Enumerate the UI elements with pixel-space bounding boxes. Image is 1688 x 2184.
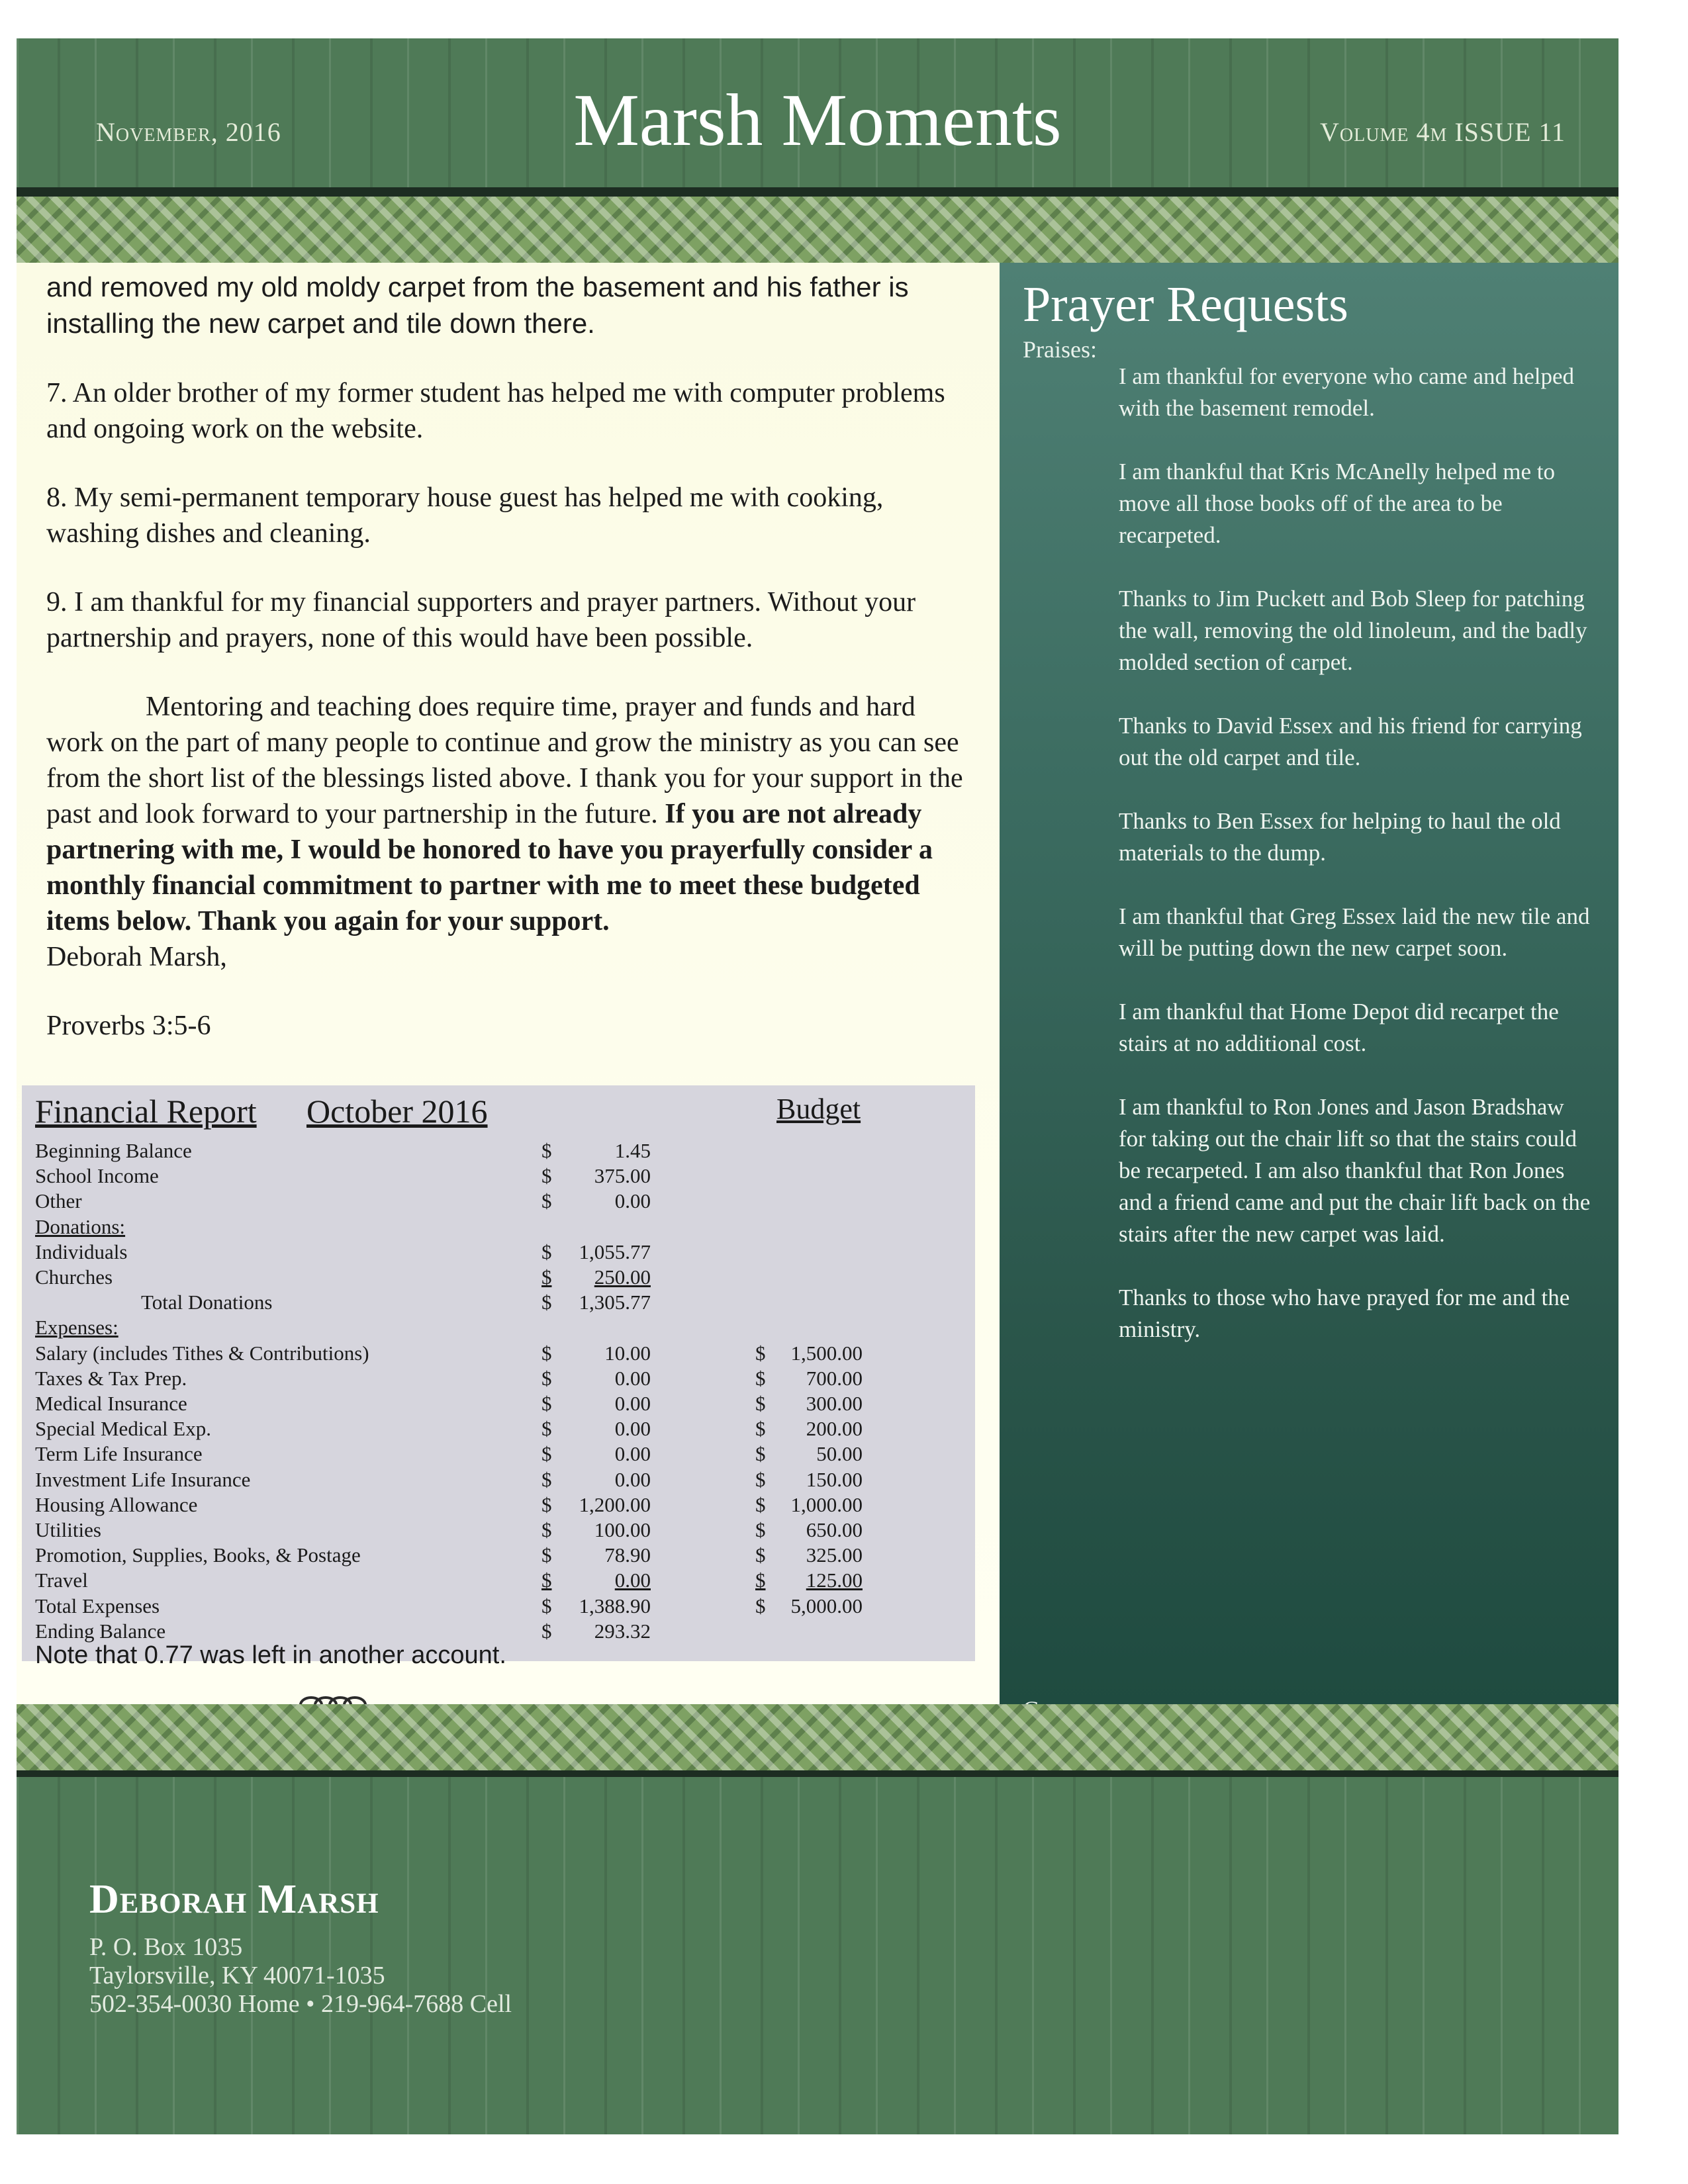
budget-amount: 325.00	[806, 1543, 863, 1567]
signature-verse: Proverbs 3:5-6	[46, 1011, 211, 1041]
currency-symbol: $	[755, 1492, 766, 1516]
currency-symbol: $	[541, 1392, 552, 1415]
financial-note: Note that 0.77 was left in another account.	[35, 1641, 506, 1669]
financial-row-label: Total Donations	[141, 1291, 273, 1314]
praises-list	[1119, 361, 1595, 1377]
praise-item: I am thankful that Home Depot did recarpet the stairs at no additional cost.	[1119, 999, 1559, 1056]
footer-address-line2: Taylorsville, KY 40071-1035	[89, 1962, 385, 1989]
actual-amount: 0.00	[614, 1417, 651, 1441]
currency-symbol: $	[541, 1164, 552, 1188]
currency-symbol: $	[755, 1442, 766, 1466]
financial-row-label: Churches	[35, 1265, 113, 1289]
financial-report	[22, 1085, 975, 1669]
actual-amount: 0.00	[614, 1392, 651, 1415]
actual-amount: 0.00	[614, 1442, 651, 1466]
financial-row-label: Beginning Balance	[35, 1139, 192, 1162]
actual-amount: 1,388.90	[579, 1594, 651, 1617]
budget-amount: 1,000.00	[790, 1492, 863, 1516]
financial-row-label: Other	[35, 1189, 82, 1213]
currency-symbol: $	[541, 1291, 552, 1314]
letter-body	[46, 269, 973, 1077]
financial-row-label: Medical Insurance	[35, 1392, 187, 1415]
budget-amount: 650.00	[806, 1518, 863, 1541]
footer-address-line1: P. O. Box 1035	[89, 1933, 243, 1961]
currency-symbol: $	[755, 1543, 766, 1567]
currency-symbol: $	[541, 1594, 552, 1617]
currency-symbol: $	[541, 1366, 552, 1390]
financial-row-label: Expenses:	[35, 1316, 118, 1340]
currency-symbol: $	[541, 1240, 552, 1263]
financial-report-month: October 2016	[306, 1093, 488, 1130]
financial-row-label: Promotion, Supplies, Books, & Postage	[35, 1543, 361, 1567]
actual-amount: 1,055.77	[579, 1240, 651, 1263]
currency-symbol: $	[541, 1265, 552, 1289]
currency-symbol: $	[541, 1619, 552, 1643]
budget-heading: Budget	[776, 1093, 861, 1125]
currency-symbol: $	[755, 1594, 766, 1617]
actual-amount: 250.00	[594, 1265, 651, 1289]
praise-item: I am thankful that Greg Essex laid the new tile and will be putting down the new carpet soon.	[1119, 903, 1590, 961]
financial-row-label: Salary (includes Tithes & Contributions)	[35, 1341, 369, 1365]
budget-amount: 1,500.00	[790, 1341, 863, 1365]
financial-row-label: Special Medical Exp.	[35, 1417, 211, 1441]
financial-row-label: Housing Allowance	[35, 1492, 198, 1516]
currency-symbol: $	[755, 1417, 766, 1441]
actual-amount: 0.00	[614, 1189, 651, 1213]
footer-name: Deborah Marsh	[89, 1877, 379, 1922]
letter-appeal-bold: If you are not already partnering with me, I would be honored to have you prayerfully consider a monthly financial commitment to partner with me to meet these budgeted items below. Thank you again for your support.	[46, 799, 933, 936]
financial-row-label: Investment Life Insurance	[35, 1467, 251, 1491]
budget-amount: 5,000.00	[790, 1594, 863, 1617]
currency-symbol: $	[755, 1467, 766, 1491]
financial-report-heading: Financial Report	[35, 1093, 257, 1130]
masthead	[17, 38, 1618, 197]
actual-amount: 100.00	[594, 1518, 651, 1541]
currency-symbol: $	[755, 1518, 766, 1541]
currency-symbol: $	[755, 1341, 766, 1365]
financial-row-label: Ending Balance	[35, 1619, 166, 1643]
praise-item: I am thankful to Ron Jones and Jason Bradshaw for taking out the chair lift so that the stairs could be recarpeted. I am also thankful that Ron Jones and a friend came and put the chair lift back on the stairs after the new carpet was laid.	[1119, 1094, 1591, 1247]
footer-phones: 502-354-0030 Home • 219-964-7688 Cell	[89, 1990, 512, 2018]
prayer-requests-title: Prayer Requests	[1023, 277, 1348, 332]
financial-row-label: Term Life Insurance	[35, 1442, 203, 1466]
financial-row-label: School Income	[35, 1164, 159, 1188]
praise-item: Thanks to those who have prayed for me and the ministry.	[1119, 1285, 1570, 1342]
currency-symbol: $	[541, 1341, 552, 1365]
newsletter-title: Marsh Moments	[573, 79, 1062, 161]
actual-amount: 1.45	[614, 1139, 651, 1162]
currency-symbol: $	[541, 1492, 552, 1516]
budget-amount: 700.00	[806, 1366, 863, 1390]
currency-symbol: $	[541, 1139, 552, 1162]
actual-amount: 1,305.77	[579, 1291, 651, 1314]
praise-item: Thanks to David Essex and his friend for carrying out the old carpet and tile.	[1119, 713, 1582, 770]
currency-symbol: $	[755, 1392, 766, 1415]
letter-appeal: Mentoring and teaching does require time, prayer and funds and hard work on the part of many people to continue and grow the ministry as you can see from the short list of the blessings listed above. I thank you for your support in the past and look forward to your partnership in the future. If you are not already partnering with me, I would be honored to have you prayerfully consider a monthly financial commitment to partner with me to meet these budgeted items below. Thank you again for your support.	[46, 692, 963, 936]
budget-amount: 300.00	[806, 1392, 863, 1415]
currency-symbol: $	[541, 1518, 552, 1541]
letter-item-9: 9. I am thankful for my financial supporters and prayer partners. Without your partnership and prayers, none of this would have been possible.	[46, 587, 916, 653]
praise-item: I am thankful that Kris McAnelly helped me to move all those books off of the area to be recarpeted.	[1119, 459, 1556, 548]
financial-row-label: Donations:	[35, 1214, 126, 1238]
prayer-requests-column	[1000, 263, 1618, 1704]
praise-item: I am thankful for everyone who came and helped with the basement remodel.	[1119, 363, 1575, 421]
currency-symbol: $	[541, 1417, 552, 1441]
financial-row-label: Individuals	[35, 1240, 128, 1263]
currency-symbol: $	[541, 1442, 552, 1466]
actual-amount: 0.00	[614, 1569, 651, 1592]
budget-amount: 50.00	[816, 1442, 863, 1466]
financial-row-label: Taxes & Tax Prep.	[35, 1366, 187, 1390]
financial-row-label: Travel	[35, 1569, 88, 1592]
currency-symbol: $	[755, 1569, 766, 1592]
financial-row-label: Total Expenses	[35, 1594, 160, 1617]
currency-symbol: $	[541, 1569, 552, 1592]
financial-row-label: Utilities	[35, 1518, 101, 1541]
actual-amount: 1,200.00	[579, 1492, 651, 1516]
actual-amount: 78.90	[604, 1543, 651, 1567]
praise-item: Thanks to Ben Essex for helping to haul the old materials to the dump.	[1119, 808, 1561, 866]
actual-amount: 10.00	[604, 1341, 651, 1365]
currency-symbol: $	[541, 1543, 552, 1567]
budget-amount: 125.00	[806, 1569, 863, 1592]
letter-intro: and removed my old moldy carpet from the basement and his father is installing the new carpet and tile down there.	[46, 271, 909, 339]
issue-date: November, 2016	[96, 117, 281, 147]
currency-symbol: $	[541, 1189, 552, 1213]
praise-item: Thanks to Jim Puckett and Bob Sleep for patching the wall, removing the old linoleum, and the badly molded section of carpet.	[1119, 586, 1587, 675]
decorative-band-bottom	[17, 1704, 1618, 1770]
budget-amount: 200.00	[806, 1417, 863, 1441]
letter-item-8: 8. My semi-permanent temporary house guest has helped me with cooking, washing dishes and cleaning.	[46, 482, 884, 549]
decorative-band-top	[17, 197, 1618, 263]
letter-item-7: 7. An older brother of my former student has helped me with computer problems and ongoing work on the website.	[46, 378, 945, 444]
letter-column	[17, 263, 1002, 1704]
currency-symbol: $	[541, 1467, 552, 1491]
signature-name: Deborah Marsh,	[46, 942, 227, 972]
actual-amount: 0.00	[614, 1366, 651, 1390]
budget-amount: 150.00	[806, 1467, 863, 1491]
actual-amount: 0.00	[614, 1467, 651, 1491]
actual-amount: 375.00	[594, 1164, 651, 1188]
footer	[17, 1770, 1618, 2134]
volume-issue: Volume 4m ISSUE 11	[1320, 117, 1566, 147]
actual-amount: 293.32	[594, 1619, 651, 1643]
currency-symbol: $	[755, 1366, 766, 1390]
praises-label: Praises:	[1023, 336, 1097, 363]
